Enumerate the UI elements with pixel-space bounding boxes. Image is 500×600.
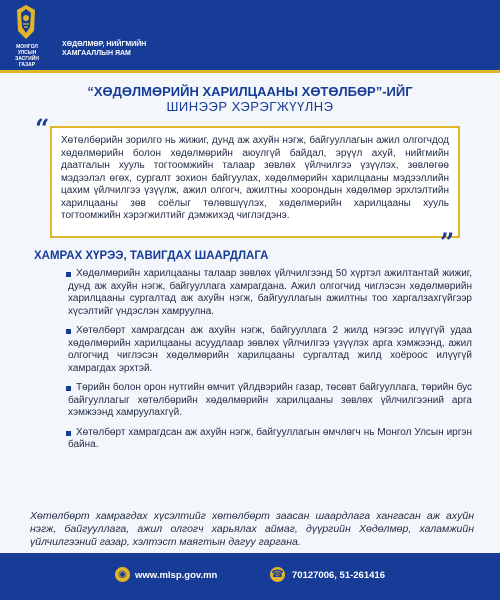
square-bullet-icon [66, 386, 71, 391]
application-note: Хөтөлбөрт хамрагдах хүсэлтийг хөтөлбөрт заасан шаардлага хангасан аж ахуйн нэгж, байгууллага, ажил олгогч харьялах аймаг, дүүргийн Хөдөлмөр, халамжийн үйлчилгээний газар, хэлтэст маягтын дагуу гаргана. [30, 510, 474, 548]
square-bullet-icon [66, 329, 71, 334]
requirement-item [42, 268, 472, 318]
requirements-title: ХАМРАХ ХҮРЭЭ, ТАВИГДАХ ШААРДЛАГА [34, 250, 269, 262]
quote-open-icon: “ [35, 114, 50, 143]
requirement-item [42, 427, 472, 452]
ministry-name [62, 40, 146, 58]
program-purpose-box [50, 126, 460, 238]
phone-icon: ☎ [271, 569, 284, 580]
globe-icon: ◉ [115, 567, 130, 582]
quote-close-icon: ” [440, 228, 455, 257]
requirement-text: Төрийн болон орон нутгийн өмчит үйлдвэрийн газар, төсөвт байгууллага, төрийн бус байгууллагыг хөтөлбөрийн хөдөлмөрийн харилцааны зөвлөх үйлчилгээний арга хэмжээнд хамруулахгүй. [68, 382, 472, 418]
program-purpose-text: Хөтөлбөрийн зорилго нь жижиг, дунд аж ахуйн нэгж, байгууллагын ажил олгогчдод хөдөлмөрийн болон хөдөлмөрийн аюулгүй байдал, эрүүл ахуй, нийгмийн даатгалын хууль тогтоомжийн талаар зөвлөх үйлчилгээ үзүүлэх, зөвлөгөө мэдээлэл өгөх, сургалт зохион байгуулах, хөдөлмөрийн харилцааны мэдээллийн цахим үйлчилгээ үзүүлж, ажил олгогч, ажилтны хоорондын хөдөлмөр эрхлэлтийн харилцааны зөв соёлыг төлөвшүүлэх, хөдөлмөрийн харилцааны хууль тогтоомжийн хэрэгжилтийг дэмжихэд чиглэгдэнэ. [61, 135, 449, 221]
requirement-text: Хөтөлбөрт хамрагдсан аж ахуйн нэгж, байгууллагын өмчлөгч нь Монгол Улсын иргэн байна. [68, 426, 472, 450]
requirement-item [42, 382, 472, 420]
requirements-list [42, 268, 472, 452]
program-title-line-2: ШИНЭЭР ХЭРЭГЖҮҮЛНЭ [166, 99, 334, 114]
square-bullet-icon [66, 272, 71, 277]
ministry-header [0, 0, 500, 70]
mongolian-emblem-icon [14, 4, 38, 42]
requirement-item [42, 325, 472, 375]
ministry-name-line-1: ХӨДӨЛМӨР, НИЙГМИЙН [62, 41, 147, 48]
program-title-line-1: “ХӨДӨЛМӨРИЙН ХАРИЛЦААНЫ ХӨТӨЛБӨР”-ИЙГ [87, 84, 413, 99]
phone-numbers: 70127006, 51-261416 [292, 570, 385, 581]
website-link[interactable]: www.mlsp.gov.mn [135, 570, 218, 581]
header-divider [0, 70, 500, 73]
square-bullet-icon [66, 431, 71, 436]
contact-footer [0, 553, 500, 600]
requirement-text: Хөтөлбөрт хамрагдсан аж ахуйн нэгж, байгууллага 2 жилд нэгээс илүүгүй удаа хөдөлмөрийн харилцааны асуудлаар зөвлөх үйлчилгээ үзүүлэх арга хэмжээнд, ажил олгогчид чиглэсэн хөдөлмөрийн харилцааны сургалтад жилд хоёроос илүүгүй хамрагдах эрхтэй. [68, 325, 472, 374]
government-emblem-text: МОНГОЛ УЛСЫН ЗАСГИЙН ГАЗАР [15, 44, 39, 68]
requirement-text: Хөдөлмөрийн харилцааны талаар зөвлөх үйлчилгээнд 50 хүртэл ажилтантай жижиг, дунд аж ахуйн нэгж, байгууллага хамрагдана. Ажил олгогчид чиглэсэн хөдөлмөрийн харилцааны сургалтад аж ахуйн нэгж, байгууллагын ажилтны тоо харгалзахгүйгээр хүсэлтийг үндэслэн хамруулна. [68, 268, 472, 317]
ministry-name-line-2: ХАМГААЛЛЫН ЯАМ [62, 50, 131, 57]
